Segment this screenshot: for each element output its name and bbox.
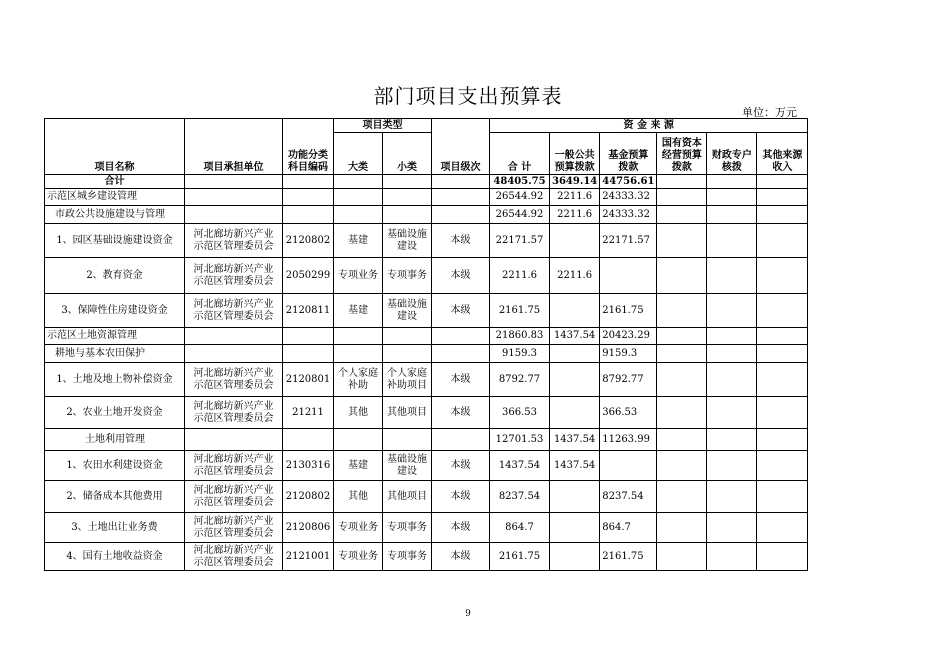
cell-level: 本级: [432, 258, 490, 294]
cell-special: [707, 451, 757, 481]
table-row: [45, 294, 808, 328]
cell-fund: [600, 258, 657, 294]
cell-minor: [383, 429, 432, 451]
cell-special: [707, 294, 757, 328]
cell-other: [757, 328, 808, 345]
cell-project-name: 耕地与基本农田保护: [45, 345, 185, 363]
cell-special: [707, 363, 757, 397]
cell-project-name: 2、储备成本其他费用: [45, 481, 185, 513]
cell-major: 个人家庭 补助: [334, 363, 383, 397]
cell-total: 12701.53: [490, 429, 550, 451]
table-row: [45, 258, 808, 294]
cell-total: 48405.75: [490, 175, 550, 189]
cell-minor: 专项事务: [383, 258, 432, 294]
header-general: 一般公共 预算拨款: [550, 133, 600, 175]
cell-major: [334, 175, 383, 189]
cell-level: 本级: [432, 543, 490, 571]
cell-code: 2121001: [283, 543, 334, 571]
table-row: [45, 513, 808, 543]
header-major: 大类: [334, 133, 383, 175]
cell-major: 基建: [334, 294, 383, 328]
table-row: [45, 481, 808, 513]
cell-general: [550, 513, 600, 543]
cell-major: [334, 206, 383, 224]
cell-org: 河北廊坊新兴产业 示范区管理委员会: [185, 481, 283, 513]
cell-stateown: [657, 328, 707, 345]
cell-total: 8237.54: [490, 481, 550, 513]
cell-fund: 22171.57: [600, 224, 657, 258]
cell-org: 河北廊坊新兴产业 示范区管理委员会: [185, 224, 283, 258]
cell-total: 1437.54: [490, 451, 550, 481]
cell-stateown: [657, 206, 707, 224]
cell-minor: [383, 206, 432, 224]
cell-minor: 其他项目: [383, 481, 432, 513]
cell-fund: 44756.61: [600, 175, 657, 189]
header-name: 项目名称: [45, 119, 185, 175]
table-row: [45, 397, 808, 429]
table-row: [45, 206, 808, 224]
cell-total: 26544.92: [490, 189, 550, 206]
cell-minor: 基础设施 建设: [383, 224, 432, 258]
cell-org: 河北廊坊新兴产业 示范区管理委员会: [185, 363, 283, 397]
table-row: [45, 451, 808, 481]
cell-other: [757, 513, 808, 543]
cell-stateown: [657, 258, 707, 294]
table-row: [45, 363, 808, 397]
cell-fund: 9159.3: [600, 345, 657, 363]
cell-org: 河北廊坊新兴产业 示范区管理委员会: [185, 451, 283, 481]
cell-total: 21860.83: [490, 328, 550, 345]
cell-general: 2211.6: [550, 206, 600, 224]
unit-label: 单位：万元: [742, 106, 797, 119]
cell-general: 3649.14: [550, 175, 600, 189]
cell-org: 河北廊坊新兴产业 示范区管理委员会: [185, 513, 283, 543]
cell-project-name: 土地利用管理: [45, 429, 185, 451]
cell-major: [334, 429, 383, 451]
cell-level: 本级: [432, 481, 490, 513]
cell-total: 2161.75: [490, 294, 550, 328]
cell-special: [707, 175, 757, 189]
cell-general: [550, 345, 600, 363]
cell-level: [432, 345, 490, 363]
cell-general: 2211.6: [550, 258, 600, 294]
cell-level: [432, 206, 490, 224]
cell-level: [432, 328, 490, 345]
cell-code: 2120802: [283, 224, 334, 258]
cell-major: 其他: [334, 481, 383, 513]
cell-major: [334, 189, 383, 206]
cell-other: [757, 543, 808, 571]
cell-level: [432, 429, 490, 451]
cell-level: 本级: [432, 513, 490, 543]
cell-special: [707, 543, 757, 571]
cell-major: 专项业务: [334, 513, 383, 543]
cell-project-name: 市政公共设施建设与管理: [45, 206, 185, 224]
cell-fund: 24333.32: [600, 206, 657, 224]
cell-code: 2120811: [283, 294, 334, 328]
cell-project-name: 1、农田水利建设资金: [45, 451, 185, 481]
cell-org: 河北廊坊新兴产业 示范区管理委员会: [185, 294, 283, 328]
header-fund: 基金预算 拨款: [600, 133, 657, 175]
table-row: [45, 429, 808, 451]
cell-org: [185, 189, 283, 206]
cell-other: [757, 429, 808, 451]
cell-level: 本级: [432, 294, 490, 328]
cell-major: 其他: [334, 397, 383, 429]
cell-stateown: [657, 363, 707, 397]
cell-other: [757, 294, 808, 328]
cell-special: [707, 258, 757, 294]
header-level: 项目级次: [432, 119, 490, 175]
budget-table: [44, 118, 808, 571]
cell-minor: 基础设施 建设: [383, 451, 432, 481]
cell-major: 基建: [334, 224, 383, 258]
cell-total: 864.7: [490, 513, 550, 543]
cell-major: [334, 345, 383, 363]
cell-other: [757, 258, 808, 294]
header-other: 其他来源 收入: [757, 133, 808, 175]
cell-general: [550, 543, 600, 571]
table-row: [45, 189, 808, 206]
cell-org: [185, 206, 283, 224]
cell-other: [757, 363, 808, 397]
cell-stateown: [657, 481, 707, 513]
cell-major: 专项业务: [334, 543, 383, 571]
cell-stateown: [657, 451, 707, 481]
cell-org: 河北廊坊新兴产业 示范区管理委员会: [185, 258, 283, 294]
cell-other: [757, 397, 808, 429]
cell-special: [707, 328, 757, 345]
cell-org: [185, 175, 283, 189]
cell-major: [334, 328, 383, 345]
cell-total: 366.53: [490, 397, 550, 429]
cell-level: [432, 175, 490, 189]
cell-general: [550, 224, 600, 258]
cell-other: [757, 345, 808, 363]
cell-general: [550, 397, 600, 429]
cell-org: [185, 345, 283, 363]
cell-general: 1437.54: [550, 328, 600, 345]
cell-general: 2211.6: [550, 189, 600, 206]
cell-major: 专项业务: [334, 258, 383, 294]
cell-project-name: 合计: [45, 175, 185, 189]
cell-project-name: 示范区土地资源管理: [45, 328, 185, 345]
cell-fund: 864.7: [600, 513, 657, 543]
cell-total: 9159.3: [490, 345, 550, 363]
cell-stateown: [657, 543, 707, 571]
cell-general: 1437.54: [550, 429, 600, 451]
cell-general: [550, 294, 600, 328]
cell-other: [757, 206, 808, 224]
cell-other: [757, 175, 808, 189]
cell-project-name: 4、国有土地收益资金: [45, 543, 185, 571]
cell-minor: [383, 175, 432, 189]
header-total: 合 计: [490, 133, 550, 175]
cell-other: [757, 224, 808, 258]
cell-stateown: [657, 175, 707, 189]
cell-special: [707, 397, 757, 429]
cell-fund: 8237.54: [600, 481, 657, 513]
cell-other: [757, 481, 808, 513]
cell-code: 2120801: [283, 363, 334, 397]
cell-fund: 8792.77: [600, 363, 657, 397]
cell-special: [707, 224, 757, 258]
cell-code: 2120802: [283, 481, 334, 513]
table-row: [45, 345, 808, 363]
cell-minor: 专项事务: [383, 513, 432, 543]
cell-project-name: 3、土地出让业务费: [45, 513, 185, 543]
cell-stateown: [657, 513, 707, 543]
cell-fund: 20423.29: [600, 328, 657, 345]
cell-other: [757, 451, 808, 481]
header-type-group: 项目类型: [334, 119, 432, 133]
cell-special: [707, 345, 757, 363]
cell-project-name: 2、教育资金: [45, 258, 185, 294]
cell-code: [283, 328, 334, 345]
cell-fund: 11263.99: [600, 429, 657, 451]
cell-minor: 其他项目: [383, 397, 432, 429]
table-row: [45, 543, 808, 571]
cell-total: 22171.57: [490, 224, 550, 258]
cell-org: 河北廊坊新兴产业 示范区管理委员会: [185, 543, 283, 571]
cell-level: 本级: [432, 451, 490, 481]
cell-total: 2211.6: [490, 258, 550, 294]
cell-stateown: [657, 224, 707, 258]
cell-project-name: 2、农业土地开发资金: [45, 397, 185, 429]
cell-general: 1437.54: [550, 451, 600, 481]
cell-code: 2130316: [283, 451, 334, 481]
cell-minor: 专项事务: [383, 543, 432, 571]
cell-special: [707, 206, 757, 224]
cell-general: [550, 363, 600, 397]
cell-stateown: [657, 345, 707, 363]
cell-stateown: [657, 189, 707, 206]
cell-fund: 366.53: [600, 397, 657, 429]
header-org: 项目承担单位: [185, 119, 283, 175]
header-code: 功能分类 科目编码: [283, 119, 334, 175]
table-row: [45, 224, 808, 258]
header-fund-group: 资 金 来 源: [490, 119, 808, 133]
header-minor: 小类: [383, 133, 432, 175]
cell-special: [707, 481, 757, 513]
header-special: 财政专户 核拨: [707, 133, 757, 175]
page-title: 部门项目支出预算表: [373, 84, 563, 108]
cell-code: 2120806: [283, 513, 334, 543]
cell-stateown: [657, 294, 707, 328]
cell-minor: 个人家庭 补助项目: [383, 363, 432, 397]
cell-project-name: 3、保障性住房建设资金: [45, 294, 185, 328]
cell-project-name: 1、园区基础设施建设资金: [45, 224, 185, 258]
table-row: [45, 328, 808, 345]
page-number: 9: [465, 609, 471, 619]
cell-code: [283, 429, 334, 451]
table-row: [45, 175, 808, 189]
cell-project-name: 示范区城乡建设管理: [45, 189, 185, 206]
cell-stateown: [657, 397, 707, 429]
cell-project-name: 1、土地及地上物补偿资金: [45, 363, 185, 397]
cell-org: [185, 328, 283, 345]
cell-code: [283, 206, 334, 224]
cell-org: [185, 429, 283, 451]
cell-code: [283, 345, 334, 363]
cell-org: 河北廊坊新兴产业 示范区管理委员会: [185, 397, 283, 429]
cell-special: [707, 429, 757, 451]
cell-minor: [383, 345, 432, 363]
cell-minor: 基础设施 建设: [383, 294, 432, 328]
cell-special: [707, 189, 757, 206]
cell-other: [757, 189, 808, 206]
cell-fund: 2161.75: [600, 294, 657, 328]
cell-level: [432, 189, 490, 206]
cell-fund: 2161.75: [600, 543, 657, 571]
cell-stateown: [657, 429, 707, 451]
cell-code: [283, 175, 334, 189]
cell-minor: [383, 328, 432, 345]
header-stateown: 国有资本 经营预算 拨款: [657, 133, 707, 175]
cell-level: 本级: [432, 363, 490, 397]
cell-fund: [600, 451, 657, 481]
cell-level: 本级: [432, 224, 490, 258]
cell-general: [550, 481, 600, 513]
cell-fund: 24333.32: [600, 189, 657, 206]
cell-special: [707, 513, 757, 543]
cell-code: [283, 189, 334, 206]
cell-code: 2050299: [283, 258, 334, 294]
cell-level: 本级: [432, 397, 490, 429]
cell-total: 2161.75: [490, 543, 550, 571]
cell-total: 8792.77: [490, 363, 550, 397]
cell-minor: [383, 189, 432, 206]
cell-total: 26544.92: [490, 206, 550, 224]
cell-major: 基建: [334, 451, 383, 481]
cell-code: 21211: [283, 397, 334, 429]
